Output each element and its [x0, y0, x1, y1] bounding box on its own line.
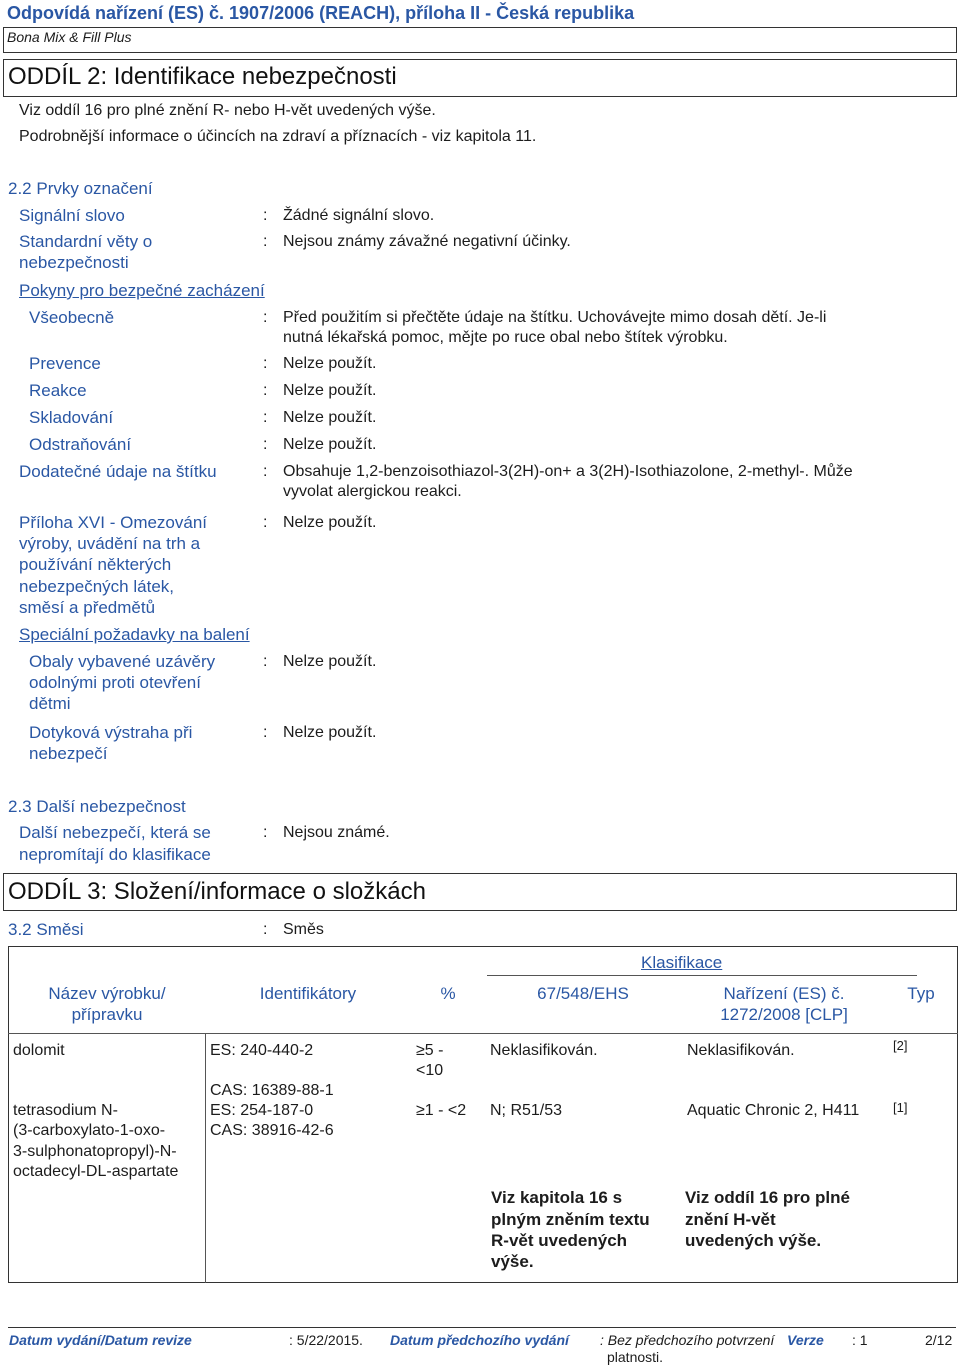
col-header-clp-1: Nařízení (ES) č. [723, 984, 845, 1003]
col-header-type: Typ [907, 984, 935, 1003]
product-name-box [3, 27, 957, 53]
issue-date-label: Datum vydání/Datum revize [9, 1332, 192, 1348]
storage-value: Nelze použít. [283, 409, 377, 426]
col-header-clp-2: 1272/2008 [CLP] [720, 1005, 848, 1024]
childproof-label-3: dětmi [29, 694, 71, 713]
row1-clp: Neklasifikován. [687, 1042, 795, 1059]
signal-word-value: Žádné signální slovo. [283, 207, 435, 224]
dsd-note-4: výše. [491, 1252, 534, 1271]
annex-xvi-label-3: používání některých [19, 555, 172, 574]
supplemental-label: Dodatečné údaje na štítku [19, 462, 217, 481]
subsection-2-2-heading: 2.2 Prvky označení [8, 179, 153, 198]
mixtures-value: Směs [283, 921, 324, 938]
dsd-note-1: Viz kapitola 16 s [491, 1188, 623, 1207]
previous-date-label: Datum předchozího vydání [390, 1332, 569, 1348]
annex-xvi-label-2: výroby, uvádění na trh a [19, 534, 201, 553]
classification-heading: Klasifikace [641, 953, 723, 972]
response-value: Nelze použít. [283, 382, 377, 399]
previous-date-value-1: : Bez předchozího potvrzení [600, 1332, 775, 1348]
subsection-3-2-heading: 3.2 Směsi [8, 920, 84, 939]
row2-clp: Aquatic Chronic 2, H411 [687, 1102, 860, 1119]
row2-type: [1] [893, 1100, 908, 1115]
colon: : [263, 309, 268, 326]
product-name: Bona Mix & Fill Plus [7, 29, 132, 45]
precautionary-heading: Pokyny pro bezpečné zacházení [19, 281, 265, 300]
regulation-header: Odpovídá nařízení (ES) č. 1907/2006 (REACH), příloha II - Česká republika [7, 3, 635, 23]
col-header-name-2: přípravku [71, 1005, 143, 1024]
version-label: Verze [787, 1332, 824, 1348]
row1-percent-2: <10 [416, 1062, 444, 1079]
dsd-note-3: R-vět uvedených [491, 1231, 628, 1250]
childproof-label-1: Obaly vybavené uzávěry [29, 652, 216, 671]
childproof-label-2: odolnými proti otevření [29, 673, 201, 692]
general-value-1: Před použitím si přečtěte údaje na štítku. Uchovávejte mimo dosah dětí. Je-li [283, 309, 827, 326]
intro-line-1: Viz oddíl 16 pro plné znění R- nebo H-vět uvedených výše. [19, 102, 436, 119]
col-header-dsd: 67/548/EHS [537, 984, 629, 1003]
tactile-warning-label-1: Dotyková výstraha při [29, 723, 193, 742]
clp-note-1: Viz oddíl 16 pro plné [685, 1188, 850, 1207]
row2-name-4: octadecyl-DL-aspartate [13, 1163, 179, 1180]
row1-percent-1: ≥5 - [416, 1042, 444, 1059]
row1-dsd: Neklasifikován. [490, 1042, 598, 1059]
annex-xvi-label-5: směsí a předmětů [19, 598, 156, 617]
colon: : [263, 514, 268, 531]
version-value: : 1 [852, 1332, 868, 1348]
row2-ec-number: ES: 254-187-0 [210, 1102, 314, 1119]
childproof-value: Nelze použít. [283, 653, 377, 670]
previous-date-value-2: platnosti. [607, 1349, 664, 1365]
signal-word-label: Signální slovo [19, 206, 125, 225]
intro-line-2: Podrobnější informace o účincích na zdraví a příznacích - viz kapitola 11. [19, 128, 537, 145]
tactile-warning-label-2: nebezpečí [29, 744, 108, 763]
section-3-title: ODDÍL 3: Složení/informace o složkách [8, 878, 426, 905]
supplemental-value-1: Obsahuje 1,2-benzoisothiazol-3(2H)-on+ a 3(2H)-Isothiazolone, 2-methyl-. Může [283, 463, 853, 480]
row2-name-1: tetrasodium N- [13, 1102, 118, 1119]
row2-cas-number: CAS: 38916-42-6 [210, 1122, 334, 1139]
dsd-note-2: plným zněním textu [491, 1210, 650, 1229]
table-header-rule [8, 1033, 958, 1034]
colon: : [263, 382, 268, 399]
clp-note-3: uvedených výše. [685, 1231, 822, 1250]
col-header-name-1: Název výrobku/ [48, 984, 166, 1003]
annex-xvi-value: Nelze použít. [283, 514, 377, 531]
colon: : [263, 463, 268, 480]
other-hazards-label-2: nepromítají do klasifikace [19, 845, 211, 864]
colon: : [263, 233, 268, 250]
col-header-identifiers: Identifikátory [259, 984, 357, 1003]
annex-xvi-label-4: nebezpečných látek, [19, 577, 174, 596]
other-hazards-label-1: Další nebezpečí, která se [19, 823, 211, 842]
colon: : [263, 824, 268, 841]
column-divider [205, 1033, 206, 1283]
tactile-warning-value: Nelze použít. [283, 724, 377, 741]
prevention-value: Nelze použít. [283, 355, 377, 372]
colon: : [263, 207, 268, 224]
row2-name-3: 3-sulphonatopropyl)-N- [13, 1143, 177, 1160]
response-label: Reakce [29, 381, 87, 400]
row1-name: dolomit [13, 1042, 65, 1059]
storage-label: Skladování [29, 408, 114, 427]
general-value-2: nutná lékařská pomoc, mějte po ruce obal nebo štítek výrobku. [283, 329, 728, 346]
row2-name-2: (3-carboxylato-1-oxo- [13, 1122, 166, 1139]
packaging-heading: Speciální požadavky na balení [19, 625, 250, 644]
colon: : [263, 921, 268, 938]
section-2-title: ODDÍL 2: Identifikace nebezpečnosti [8, 63, 397, 90]
classification-underline [487, 975, 917, 976]
supplemental-value-2: vyvolat alergickou reakci. [283, 483, 462, 500]
row2-percent: ≥1 - <2 [416, 1102, 467, 1119]
row1-ec-number: ES: 240-440-2 [210, 1042, 314, 1059]
row2-dsd: N; R51/53 [490, 1102, 563, 1119]
subsection-2-3-heading: 2.3 Další nebezpečnost [8, 797, 186, 816]
prevention-label: Prevence [29, 354, 101, 373]
footer-rule [8, 1327, 956, 1328]
colon: : [263, 436, 268, 453]
hazard-statements-label-1: Standardní věty o [19, 232, 153, 251]
annex-xvi-label-1: Příloha XVI - Omezování [19, 513, 208, 532]
row1-cas-number: CAS: 16389-88-1 [210, 1082, 334, 1099]
issue-date-value: : 5/22/2015. [289, 1332, 363, 1348]
colon: : [263, 355, 268, 372]
page-number: 2/12 [925, 1332, 953, 1348]
clp-note-2: znění H-vět [685, 1210, 776, 1229]
col-header-percent: % [440, 984, 456, 1003]
colon: : [263, 653, 268, 670]
other-hazards-value: Nejsou známé. [283, 824, 390, 841]
disposal-value: Nelze použít. [283, 436, 377, 453]
row1-type: [2] [893, 1038, 908, 1053]
colon: : [263, 409, 268, 426]
hazard-statements-value: Nejsou známy závažné negativní účinky. [283, 233, 571, 250]
hazard-statements-label-2: nebezpečnosti [19, 253, 129, 272]
general-label: Všeobecně [29, 308, 115, 327]
disposal-label: Odstraňování [29, 435, 132, 454]
colon: : [263, 724, 268, 741]
